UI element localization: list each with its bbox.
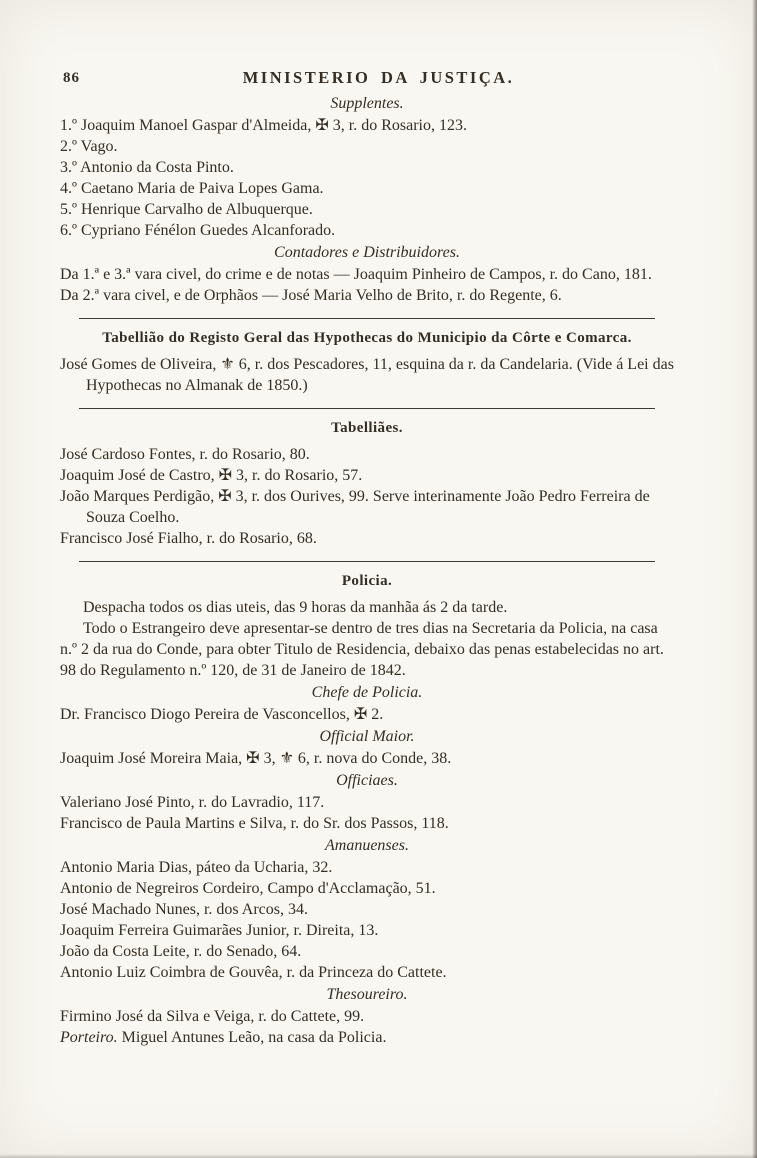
section-heading: Contadores e Distribuidores.	[274, 244, 460, 261]
text-line: José Gomes de Oliveira, ⚜ 6, r. dos Pescadores, 11, esquina da r. da Candelaria. (Vide á Lei das Hypothecas no Almanak de 1850.)	[60, 356, 674, 394]
text-line: Joaquim José Moreira Maia, ✠ 3, ⚜ 6, r. nova do Conde, 38.	[60, 750, 452, 767]
page-header	[0, 0, 757, 92]
text-line: Francisco José Fialho, r. do Rosario, 68.	[60, 530, 317, 547]
page-number: 86	[63, 70, 80, 86]
text-line: Firmino José da Silva e Veiga, r. do Cattete, 99.	[60, 1008, 365, 1025]
text-line: Antonio Luiz Coimbra de Gouvêa, r. da Princeza do Cattete.	[60, 964, 447, 981]
text-line: Valeriano José Pinto, r. do Lavradio, 117.	[60, 794, 325, 811]
section-divider	[79, 408, 655, 409]
text-line: Da 2.ª vara civel, e de Orphãos — José Maria Velho de Brito, r. do Regente, 6.	[60, 287, 562, 304]
section-heading: Thesoureiro.	[326, 986, 408, 1003]
text-line: João Marques Perdigão, ✠ 3, r. dos Ourives, 99. Serve interinamente João Pedro Ferreira de Souza Coelho.	[60, 488, 650, 526]
section-heading: Tabellião do Registo Geral das Hypothecas do Municipio da Côrte e Comarca.	[102, 330, 632, 346]
document-body	[60, 93, 674, 1048]
text-line: Antonio de Negreiros Cordeiro, Campo d'Acclamação, 51.	[60, 880, 436, 897]
section-heading: Supplentes.	[330, 95, 404, 112]
text-segment: Miguel Antunes Leão, na casa da Policia.	[117, 1029, 387, 1046]
text-line	[60, 1027, 674, 1048]
page-title: MINISTERIO DA JUSTIÇA.	[242, 68, 515, 87]
section-divider	[79, 561, 655, 562]
text-line: Joaquim José de Castro, ✠ 3, r. do Rosario, 57.	[60, 467, 363, 484]
section-heading: Amanuenses.	[325, 837, 409, 854]
text-line: José Machado Nunes, r. dos Arcos, 34.	[60, 901, 308, 918]
text-line: José Cardoso Fontes, r. do Rosario, 80.	[60, 446, 310, 463]
text-line: João da Costa Leite, r. do Senado, 64.	[60, 943, 302, 960]
section-heading: Tabelliães.	[331, 420, 403, 436]
text-line: 3.º Antonio da Costa Pinto.	[60, 159, 234, 176]
scan-edge-artifact-bottom	[0, 1154, 757, 1158]
text-line: 4.º Caetano Maria de Paiva Lopes Gama.	[60, 180, 324, 197]
section-heading: Policia.	[341, 573, 393, 589]
section-heading: Chefe de Policia.	[311, 684, 423, 701]
text-line: 6.º Cypriano Fénélon Guedes Alcanforado.	[60, 222, 336, 239]
text-line: Da 1.ª e 3.ª vara civel, do crime e de notas — Joaquim Pinheiro de Campos, r. do Cano, 181.	[60, 266, 652, 283]
text-line: 5.º Henrique Carvalho de Albuquerque.	[60, 201, 313, 218]
section-divider	[79, 318, 655, 319]
text-line: Despacha todos os dias uteis, das 9 horas da manhãa ás 2 da tarde.	[83, 599, 508, 616]
text-line: Antonio Maria Dias, páteo da Ucharia, 32.	[60, 859, 333, 876]
text-segment-italic: Porteiro.	[60, 1029, 118, 1046]
text-line: 2.º Vago.	[60, 138, 118, 155]
section-heading: Official Maior.	[319, 728, 415, 745]
text-line: Dr. Francisco Diogo Pereira de Vasconcellos, ✠ 2.	[60, 706, 384, 723]
scan-edge-artifact	[752, 0, 757, 1158]
text-line: Francisco de Paula Martins e Silva, r. do Sr. dos Passos, 118.	[60, 815, 449, 832]
text-line: Todo o Estrangeiro deve apresentar-se dentro de tres dias na Secretaria da Policia, na casa n.º 2 da rua do Conde, para obter Titulo de Residencia, debaixo das penas estabelecidas no art. 98 do Regulamento n.º 120, de 31 de Janeiro de 1842.	[60, 620, 664, 679]
section-heading: Officiaes.	[336, 772, 398, 789]
text-line: 1.º Joaquim Manoel Gaspar d'Almeida, ✠ 3, r. do Rosario, 123.	[60, 117, 467, 134]
text-line: Joaquim Ferreira Guimarães Junior, r. Direita, 13.	[60, 922, 379, 939]
